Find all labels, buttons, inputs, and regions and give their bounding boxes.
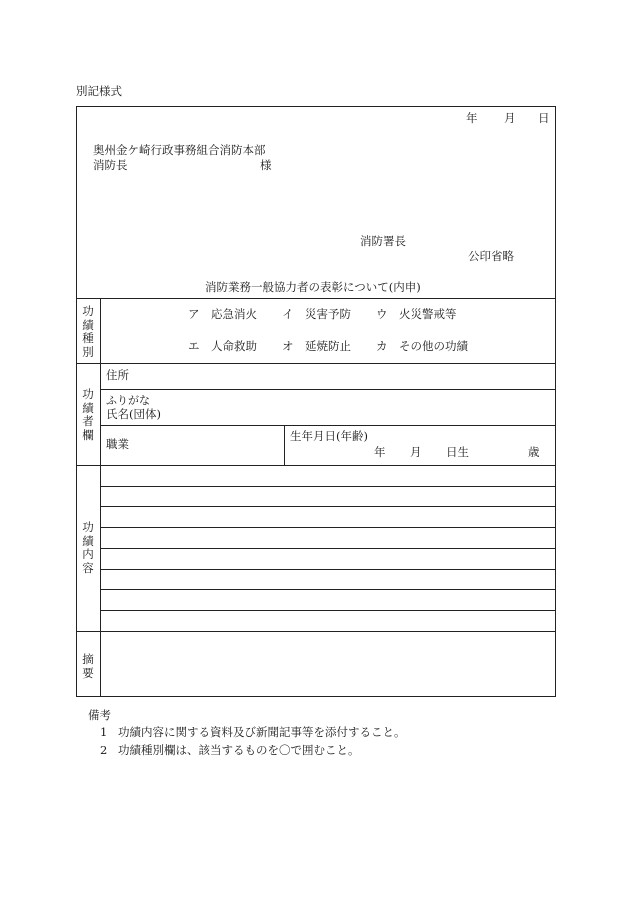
- merit-option-a: ア 応急消火: [188, 307, 257, 321]
- divider-address: [100, 389, 556, 390]
- note-1-text: 功績内容に関する資料及び新聞記事等を添付すること。: [118, 725, 406, 739]
- summary-label: 摘要: [82, 652, 94, 680]
- merit-option-i: イ 災害予防: [282, 307, 351, 321]
- divider-merit-type: [76, 363, 556, 364]
- seal-note: 公印省略: [468, 249, 514, 263]
- date-year: 年: [466, 111, 478, 125]
- note-1-number: 1: [100, 725, 108, 739]
- name-label: 氏名(団体): [106, 407, 161, 421]
- subject-line: 消防業務一般協力者の表彰について(内申): [205, 280, 421, 294]
- occupation-label: 職業: [106, 437, 129, 451]
- date-month: 月: [504, 111, 516, 125]
- date-day: 日: [538, 111, 550, 125]
- address-label: 住所: [106, 368, 129, 382]
- merit-option-ka: カ その他の功績: [376, 339, 468, 353]
- divider-name: [100, 425, 556, 426]
- form-label: 別記様式: [76, 84, 122, 98]
- note-2-text: 功績種別欄は、該当するものを〇で囲むこと。: [118, 743, 360, 757]
- sender-title: 消防署長: [360, 234, 406, 248]
- content-line: [100, 610, 556, 611]
- merit-option-u: ウ 火災警戒等: [376, 307, 457, 321]
- furigana-label: ふりがな: [106, 394, 150, 407]
- age-unit: 歳: [528, 445, 540, 459]
- content-line: [100, 506, 556, 507]
- content-line: [100, 527, 556, 528]
- content-line: [100, 589, 556, 590]
- divider-header: [76, 298, 556, 299]
- recipient-org: 奥州金ケ崎行政事務組合消防本部: [93, 143, 266, 157]
- divider-occupation-birth: [284, 425, 285, 465]
- content-label: 功績内容: [82, 520, 94, 575]
- merit-option-e: エ 人命救助: [188, 339, 257, 353]
- content-line: [100, 486, 556, 487]
- content-line: [100, 548, 556, 549]
- recipient-title: 消防長: [93, 158, 128, 172]
- merit-option-o: オ 延焼防止: [282, 339, 351, 353]
- label-column-line: [100, 298, 101, 697]
- notes-heading: 備考: [88, 708, 111, 722]
- divider-content: [76, 631, 556, 632]
- recipient-honorific: 様: [260, 158, 272, 172]
- note-2-number: 2: [100, 743, 108, 757]
- birthdate-label: 生年月日(年齢): [290, 429, 368, 443]
- divider-person: [76, 465, 556, 466]
- content-line: [100, 569, 556, 570]
- birth-day-unit: 日生: [446, 445, 469, 459]
- birth-year-unit: 年: [374, 445, 386, 459]
- merit-type-label: 功績種別: [82, 304, 94, 359]
- birth-month-unit: 月: [410, 445, 422, 459]
- person-label: 功績者欄: [82, 387, 94, 442]
